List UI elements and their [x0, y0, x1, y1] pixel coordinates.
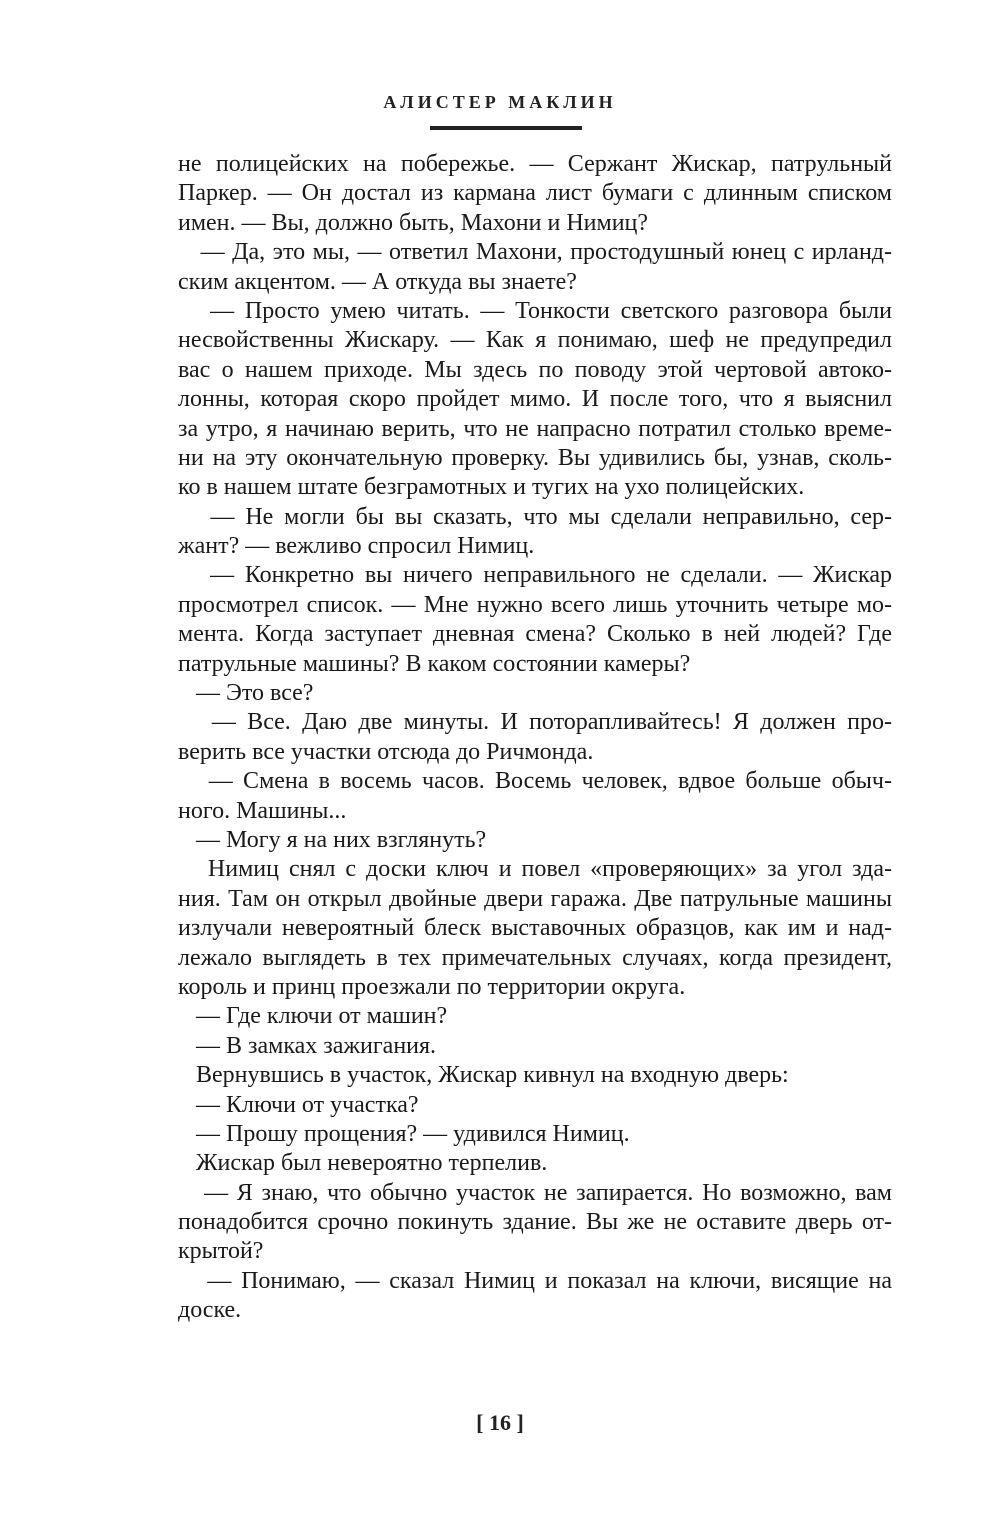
text-line: король и принц проезжали по территории округа. [178, 973, 686, 1000]
text-line: — Где ключи от машин? [178, 1003, 448, 1030]
text-line: — Прошу прощения? — удивился Нимиц. [178, 1120, 630, 1147]
text-line: несвойственны Жискару. — Как я понимаю, шеф не предупредил [178, 327, 892, 354]
text-line: мента. Когда заступает дневная смена? Сколько в ней людей? Где [178, 621, 892, 648]
text-line: Вернувшись в участок, Жискар кивнул на входную дверь: [178, 1062, 789, 1089]
page-number: [ 16 ] [476, 1410, 524, 1435]
text-line: ским акцентом. — А откуда вы знаете? [178, 268, 577, 295]
text-line: — Ключи от участка? [178, 1091, 419, 1118]
text-line: — Не могли бы вы сказать, что мы сделали неправильно, сер- [178, 503, 892, 530]
text-line: имен. — Вы, должно быть, Махони и Нимиц? [178, 209, 649, 236]
text-line: за утро, я начинаю верить, что не напрасно потратил столько време- [178, 415, 892, 442]
text-line: излучали невероятный блеск выставочных образцов, как им и над- [178, 915, 892, 942]
text-line: — Это все? [178, 680, 314, 707]
text-line: ни на эту окончательную проверку. Вы удивились бы, узнав, сколь- [178, 444, 892, 471]
text-line: — Смена в восемь часов. Восемь человек, вдвое больше обыч- [178, 768, 892, 795]
text-line: ного. Машины... [178, 797, 347, 824]
text-line: лонны, которая скоро пройдет мимо. И после того, что я выяснил [178, 386, 892, 413]
text-line: — Понимаю, — сказал Нимиц и показал на ключи, висящие на [178, 1267, 892, 1294]
text-line: — В замках зажигания. [178, 1032, 437, 1059]
text-line: понадобится срочно покинуть здание. Вы же не оставите дверь от- [178, 1209, 892, 1236]
text-line: патрульные машины? В каком состоянии камеры? [178, 650, 691, 677]
text-line: доске. [178, 1297, 242, 1324]
text-line: — Просто умею читать. — Тонкости светского разговора были [178, 297, 892, 324]
text-line: — Конкретно вы ничего неправильного не сделали. — Жискар [178, 562, 892, 589]
text-line: не полицейских на побережье. — Сержант Жискар, патрульный [178, 151, 892, 177]
running-header [0, 92, 1000, 113]
text-line: — Все. Даю две минуты. И поторапливайтесь! Я должен про- [178, 709, 892, 736]
text-line: — Могу я на них взглянуть? [178, 826, 487, 853]
text-line: Паркер. — Он достал из кармана лист бумаги с длинным списком [178, 180, 892, 207]
text-line: просмотрел список. — Мне нужно всего лишь уточнить четыре мо- [178, 591, 892, 618]
text-line: Нимиц снял с доски ключ и повел «проверяющих» за угол зда- [178, 856, 892, 883]
body-text [178, 150, 892, 1326]
text-line: ко в нашем штате безграмотных и тугих на ухо полицейских. [178, 474, 805, 501]
text-line: вас о нашем приходе. Мы здесь по поводу этой чертовой автоко- [178, 356, 892, 383]
text-line: Жискар был невероятно терпелив. [178, 1150, 548, 1177]
text-line: жант? — вежливо спросил Нимиц. [178, 533, 535, 560]
header-rule [430, 126, 582, 130]
text-line: верить все участки отсюда до Ричмонда. [178, 738, 594, 765]
running-header-title: АЛИСТЕР МАКЛИН [383, 92, 617, 112]
text-line: лежало выглядеть в тех примечательных случаях, когда президент, [178, 944, 892, 971]
text-line: — Я знаю, что обычно участок не запирается. Но возможно, вам [178, 1179, 892, 1206]
text-line: крытой? [178, 1238, 264, 1265]
text-line: ния. Там он открыл двойные двери гаража. Две патрульные машины [178, 885, 892, 912]
text-line: — Да, это мы, — ответил Махони, простодушный юнец с ирланд- [178, 239, 892, 266]
